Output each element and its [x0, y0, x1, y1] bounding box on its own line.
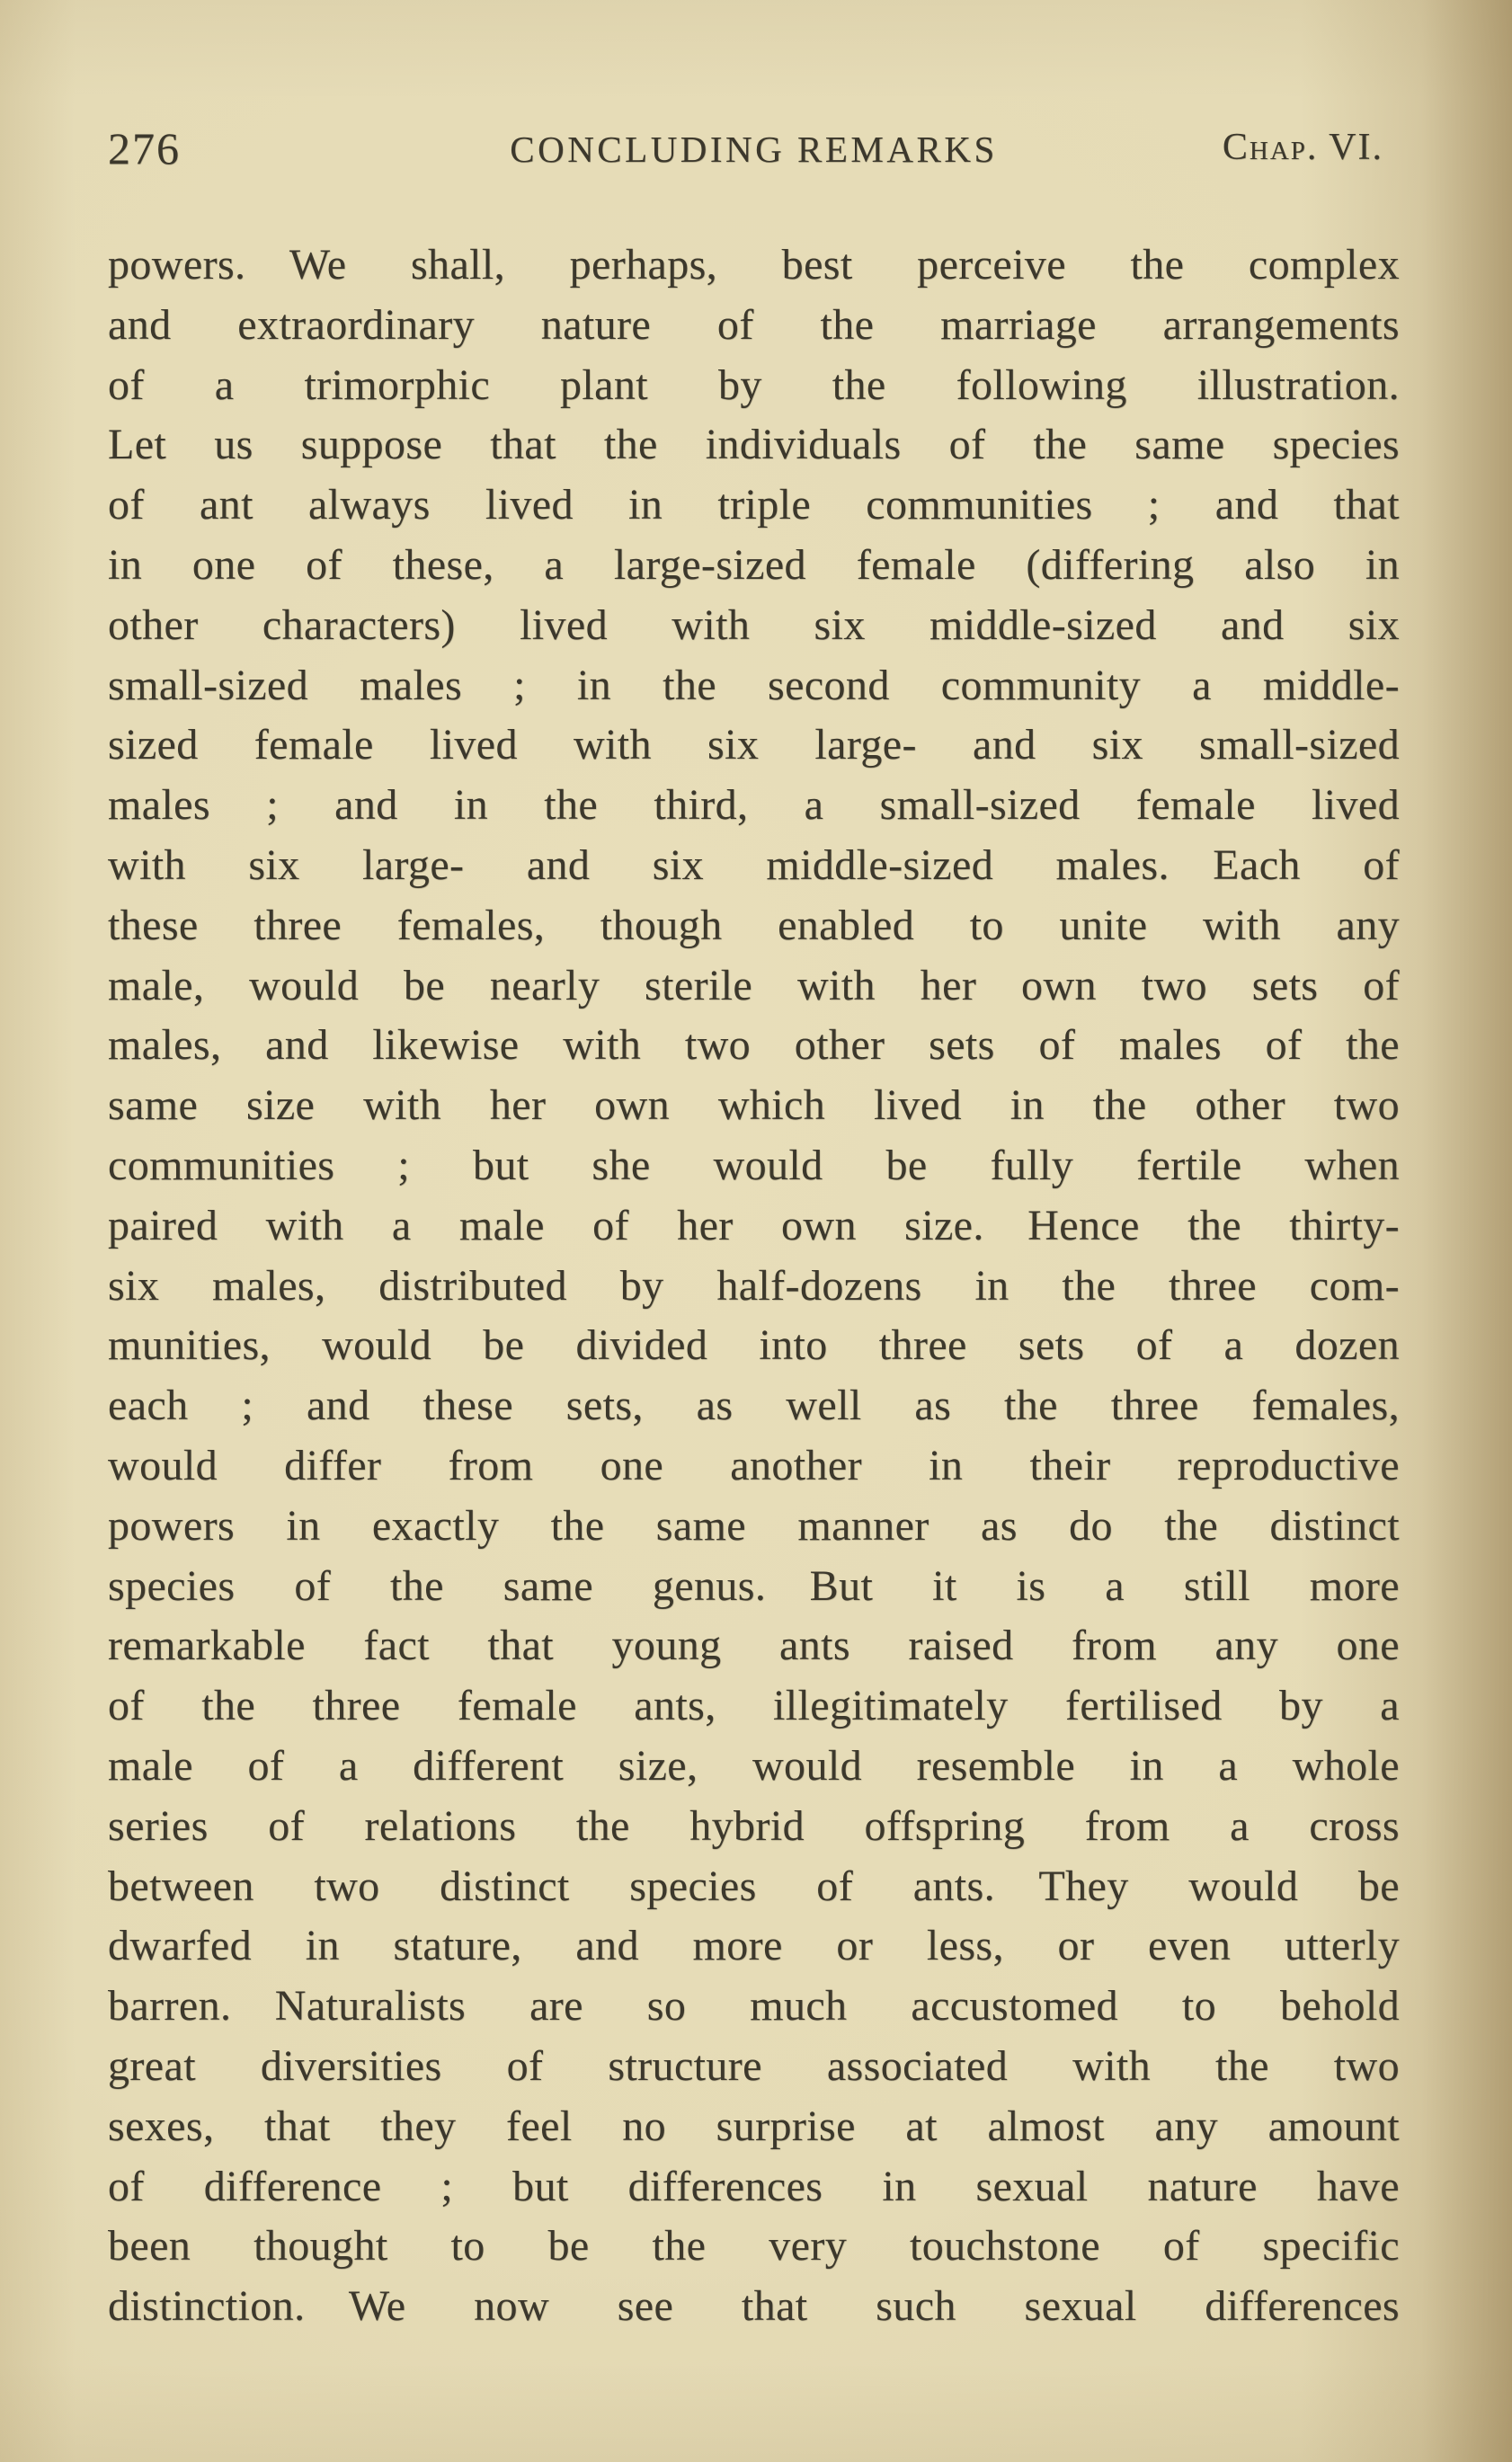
text-line: of ant always lived in triple communities ; and that — [108, 481, 1400, 529]
text-line: with six large- and six middle-sized males. Each of — [108, 840, 1400, 889]
text-line: communities ; but she would be fully fertile when — [108, 1141, 1400, 1189]
text-line: series of relations the hybrid offspring from a cross — [108, 1801, 1400, 1850]
text-line: distinction. We now see that such sexual differences — [108, 2282, 1400, 2331]
text-line: of a trimorphic plant by the following illustration. — [108, 360, 1400, 409]
text-line: species of the same genus. But it is a still more — [108, 1561, 1400, 1610]
text-line: male of a different size, would resemble in a whole — [108, 1741, 1400, 1790]
running-head — [108, 122, 1400, 174]
text-line: males, and likewise with two other sets of males of the — [108, 1021, 1400, 1070]
text-line: each ; and these sets, as well as the three females, — [108, 1382, 1400, 1430]
text-line: barren. Naturalists are so much accustomed to behold — [108, 1982, 1400, 2031]
page-body — [108, 236, 1400, 2337]
text-line: small-sized males ; in the second community a middle- — [108, 661, 1400, 709]
text-line: munities, would be divided into three sets of a dozen — [108, 1321, 1400, 1370]
page-content — [108, 0, 1400, 2331]
chapter-label: Chap. VI. — [1222, 127, 1383, 168]
running-title: CONCLUDING REMARKS — [510, 129, 998, 170]
text-line: would differ from one another in their reproductive — [108, 1441, 1400, 1489]
text-line: of the three female ants, illegitimately fertilised by a — [108, 1682, 1400, 1730]
text-line: Let us suppose that the individuals of the same species — [108, 421, 1400, 469]
text-line: sexes, that they feel no surprise at almost any amount — [108, 2102, 1400, 2150]
page-number: 276 — [108, 123, 181, 173]
text-line: sized female lived with six large- and six small-sized — [108, 721, 1400, 769]
text-line: been thought to be the very touchstone of specific — [108, 2222, 1400, 2271]
text-line: male, would be nearly sterile with her own two sets of — [108, 961, 1400, 1009]
text-line: males ; and in the third, a small-sized female lived — [108, 781, 1400, 830]
text-line: other characters) lived with six middle-sized and six — [108, 600, 1400, 649]
text-line: in one of these, a large-sized female (differing also in — [108, 540, 1400, 589]
text-line: same size with her own which lived in the other two — [108, 1081, 1400, 1130]
text-line: of difference ; but differences in sexual nature have — [108, 2162, 1400, 2210]
text-line: between two distinct species of ants. They would be — [108, 1862, 1400, 1910]
text-line: powers. We shall, perhaps, best perceive the complex — [108, 241, 1400, 289]
text-line: these three females, though enabled to unite with any — [108, 901, 1400, 949]
text-line: six males, distributed by half-dozens in the three com- — [108, 1261, 1400, 1310]
text-line: dwarfed in stature, and more or less, or even utterly — [108, 1922, 1400, 1970]
text-line: great diversities of structure associated with the two — [108, 2041, 1400, 2090]
text-line: and extraordinary nature of the marriage arrangements — [108, 300, 1400, 349]
text-line: remarkable fact that young ants raised from any one — [108, 1622, 1400, 1670]
text-line: paired with a male of her own size. Hence the thirty- — [108, 1201, 1400, 1249]
text-line: powers in exactly the same manner as do the distinct — [108, 1501, 1400, 1550]
